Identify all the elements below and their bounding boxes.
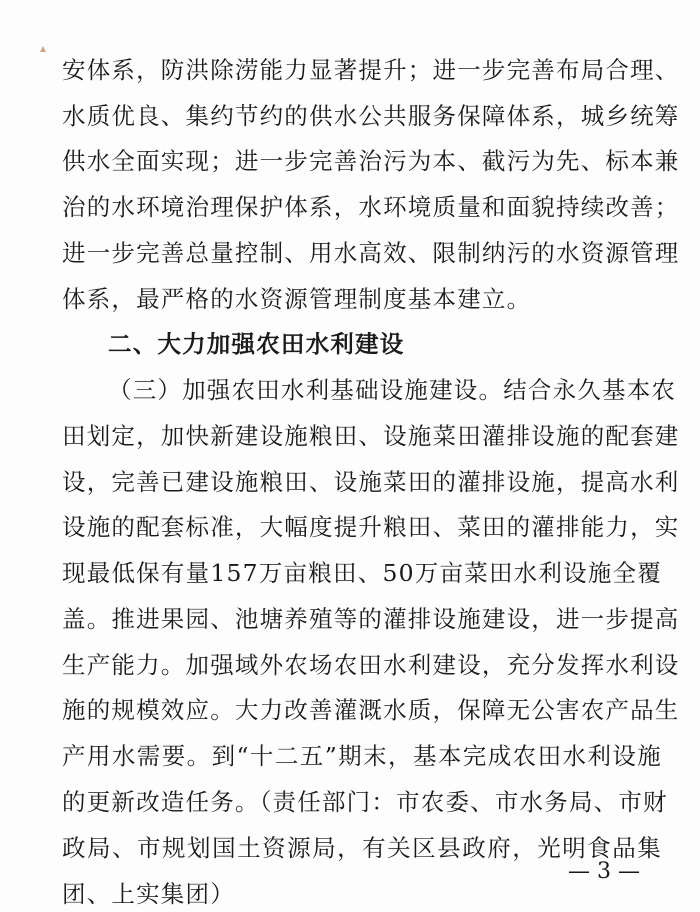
body-line-6: 体系，最严格的水资源管理制度基本建立。 xyxy=(62,285,532,313)
section-line-4: 设施的配套标准，大幅度提升粮田、菜田的灌排能力，实 xyxy=(62,513,680,541)
body-line-1: 安体系，防洪除涝能力显著提升；进一步完善布局合理、 xyxy=(62,56,680,84)
section-line-11: 政局、市规划国土资源局，有关区县政府，光明食品集 xyxy=(62,834,662,862)
section-line-5: 现最低保有量157万亩粮田、50万亩菜田水利设施全覆 xyxy=(62,559,662,587)
section-line-10: 的更新改造任务。（责任部门：市农委、市水务局、市财 xyxy=(62,788,668,816)
page-number: — 3 — xyxy=(568,859,640,884)
body-line-5: 进一步完善总量控制、用水高效、限制纳污的水资源管理 xyxy=(62,239,680,267)
section-heading: 二、大力加强农田水利建设 xyxy=(108,330,405,358)
body-line-2: 水质优良、集约节约的供水公共服务保障体系，城乡统筹 xyxy=(62,102,680,130)
body-line-3: 供水全面实现；进一步完善治污为本、截污为先、标本兼 xyxy=(62,147,680,175)
section-line-2: 田划定，加快新建设施粮田、设施菜田灌排设施的配套建 xyxy=(62,422,680,450)
section-line-8: 施的规模效应。大力改善灌溉水质，保障无公害农产品生 xyxy=(62,696,680,724)
section-line-9: 产用水需要。到“十二五”期末，基本完成农田水利设施 xyxy=(62,742,662,770)
section-line-7: 生产能力。加强域外农场农田水利建设，充分发挥水利设 xyxy=(62,651,680,679)
body-line-4: 治的水环境治理保护体系，水环境质量和面貌持续改善； xyxy=(62,193,680,221)
section-line-12: 团、上实集团） xyxy=(62,880,235,908)
section-line-6: 盖。推进果园、池塘养殖等的灌排设施建设，进一步提高 xyxy=(62,605,680,633)
corner-mark xyxy=(40,46,46,52)
section-line-1: （三）加强农田水利基础设施建设。结合永久基本农 xyxy=(108,376,677,404)
section-line-3: 设，完善已建设施粮田、设施菜田的灌排设施，提高水利 xyxy=(62,468,680,496)
